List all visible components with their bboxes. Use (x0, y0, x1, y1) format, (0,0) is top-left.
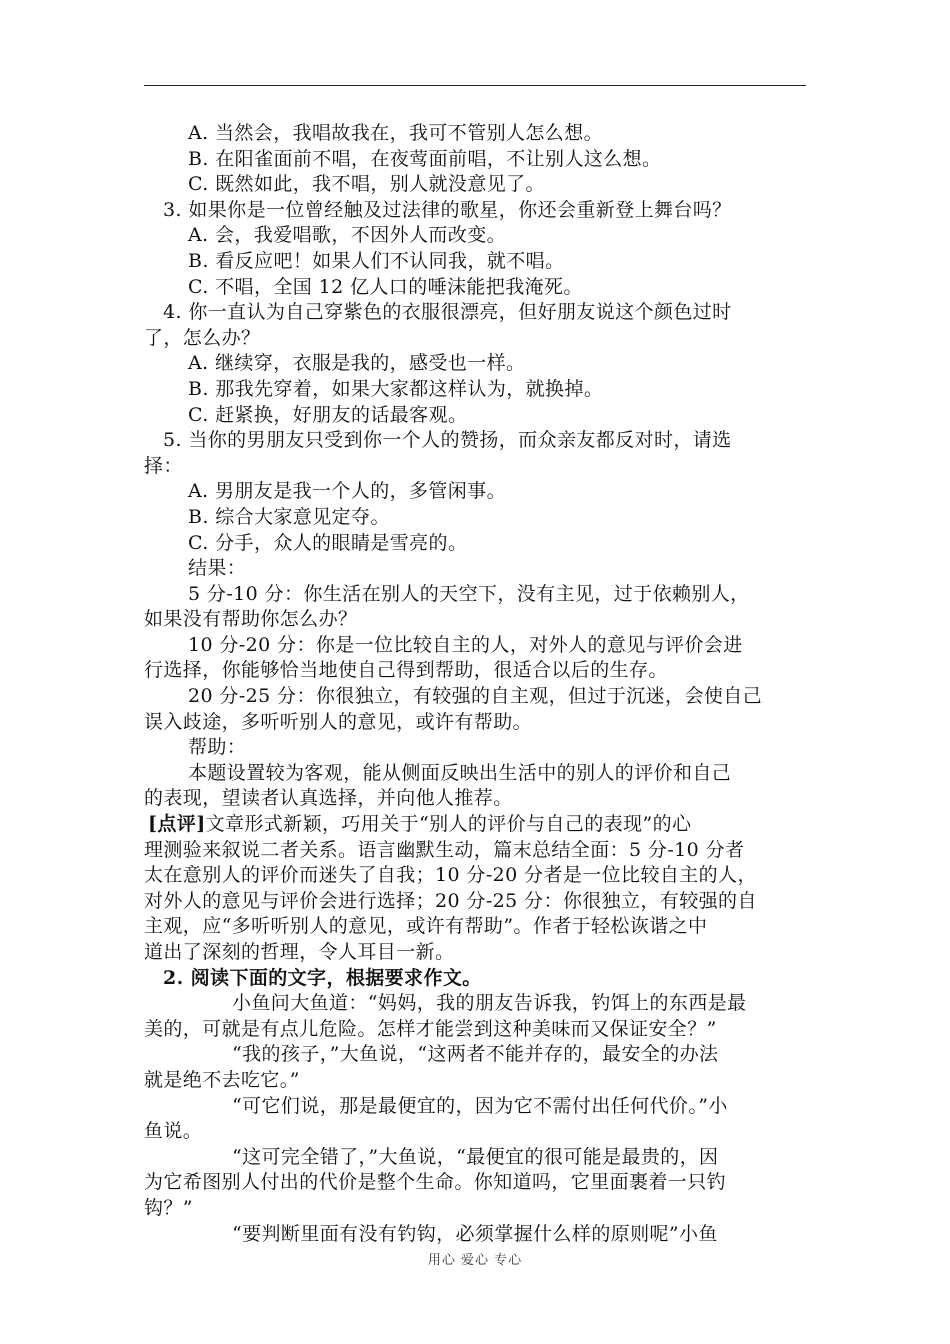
option-line: A. 会，我爱唱歌，不因外人而改变。 (188, 224, 507, 247)
option-line: C. 既然如此，我不唱，别人就没意见了。 (188, 173, 545, 196)
story-line: 钩？” (144, 1196, 193, 1219)
document-body (144, 121, 810, 1247)
option-line: B. 那我先穿着，如果大家都这样认为，就换掉。 (188, 377, 604, 400)
story-line: 美的，可就是有点儿危险。怎样才能尝到这种美味而又保证安全？” (144, 1017, 717, 1040)
help-line: 本题设置较为客观，能从侧面反映出生活中的别人的评价和自己 (188, 761, 732, 784)
question-4: 4. 你一直认为自己穿紫色的衣服很漂亮，但好朋友说这个颜色过时 (163, 301, 732, 324)
story-line: “要判断里面有没有钓钩，必须掌握什么样的原则呢”小鱼 (232, 1222, 718, 1245)
result-line: 如果没有帮助你怎么办？ (144, 608, 358, 631)
story-line: 为它希图别人付出的代价是整个生命。你知道吗，它里面裹着一只钓 (144, 1171, 727, 1194)
question-5-cont: 择： (144, 454, 183, 477)
story-line: “可它们说，那是最便宜的，因为它不需付出任何代价。”小 (232, 1094, 728, 1117)
question-3: 3. 如果你是一位曾经触及过法律的歌星，你还会重新登上舞台吗？ (163, 198, 732, 221)
result-line: 20 分-25 分：你很独立，有较强的自主观，但过于沉迷，会使自己 (188, 685, 763, 708)
story-line: 鱼说。 (144, 1120, 203, 1143)
option-line: A. 当然会，我唱故我在，我可不管别人怎么想。 (188, 122, 604, 144)
help-line: 的表现，望读者认真选择，并向他人推荐。 (144, 787, 513, 810)
review-line: 太在意别人的评价而迷失了自我；10 分-20 分者是一位比较自主的人， (144, 864, 757, 887)
option-line: A. 继续穿，衣服是我的，感受也一样。 (188, 352, 526, 375)
review-line: 对外人的意见与评价会进行选择；20 分-25 分：你很独立，有较强的自 (144, 889, 757, 912)
review-tag: [点评] (148, 813, 206, 836)
story-line: 就是绝不去吃它。” (144, 1068, 300, 1091)
review-text: 文章形式新颖，巧用关于“别人的评价与自己的表现”的心 (205, 813, 692, 836)
result-line: 10 分-20 分：你是一位比较自主的人，对外人的意见与评价会进 (188, 633, 743, 656)
option-line: C. 分手，众人的眼睛是雪亮的。 (188, 531, 468, 554)
review-first-line (144, 812, 810, 838)
results-heading: 结果： (188, 557, 247, 580)
review-line: 理测验来叙说二者关系。语言幽默生动，篇末总结全面：5 分-10 分者 (144, 838, 745, 861)
task-heading: 2. 阅读下面的文字，根据要求作文。 (163, 966, 482, 989)
review-line: 主观，应“多听听别人的意见，或许有帮助”。作者于轻松诙谐之中 (144, 915, 708, 938)
option-line: C. 不唱，全国 12 亿人口的唾沫能把我淹死。 (188, 275, 583, 298)
page-footer: 用心 爱心 专心 (427, 1253, 523, 1268)
story-line: “这可完全错了，”大鱼说，“最便宜的很可能是最贵的，因 (232, 1145, 719, 1168)
header-rule (144, 85, 806, 86)
question-4-cont: 了，怎么办？ (144, 326, 261, 349)
help-heading: 帮助： (188, 736, 247, 759)
option-line: A. 男朋友是我一个人的，多管闲事。 (188, 480, 507, 503)
result-line: 误入歧途，多听听别人的意见，或许有帮助。 (144, 710, 533, 733)
result-line: 行选择，你能够恰当地使自己得到帮助，很适合以后的生存。 (144, 659, 668, 682)
option-line: B. 综合大家意见定夺。 (188, 505, 390, 528)
option-line: C. 赶紧换，好朋友的话最客观。 (188, 403, 468, 426)
option-line: B. 看反应吧！如果人们不认同我，就不唱。 (188, 249, 565, 272)
option-line: B. 在阳雀面前不唱，在夜莺面前唱，不让别人这么想。 (188, 147, 662, 170)
review-line: 道出了深刻的哲理，令人耳目一新。 (144, 941, 455, 963)
story-line: 小鱼问大鱼道：“妈妈，我的朋友告诉我，钓饵上的东西是最 (232, 992, 747, 1015)
question-5: 5. 当你的男朋友只受到你一个人的赞扬，而众亲友都反对时，请选 (163, 429, 732, 452)
story-line: “我的孩子，”大鱼说，“这两者不能并存的，最安全的办法 (232, 1043, 719, 1066)
result-line: 5 分-10 分：你生活在别人的天空下，没有主见，过于依赖别人， (188, 582, 750, 605)
